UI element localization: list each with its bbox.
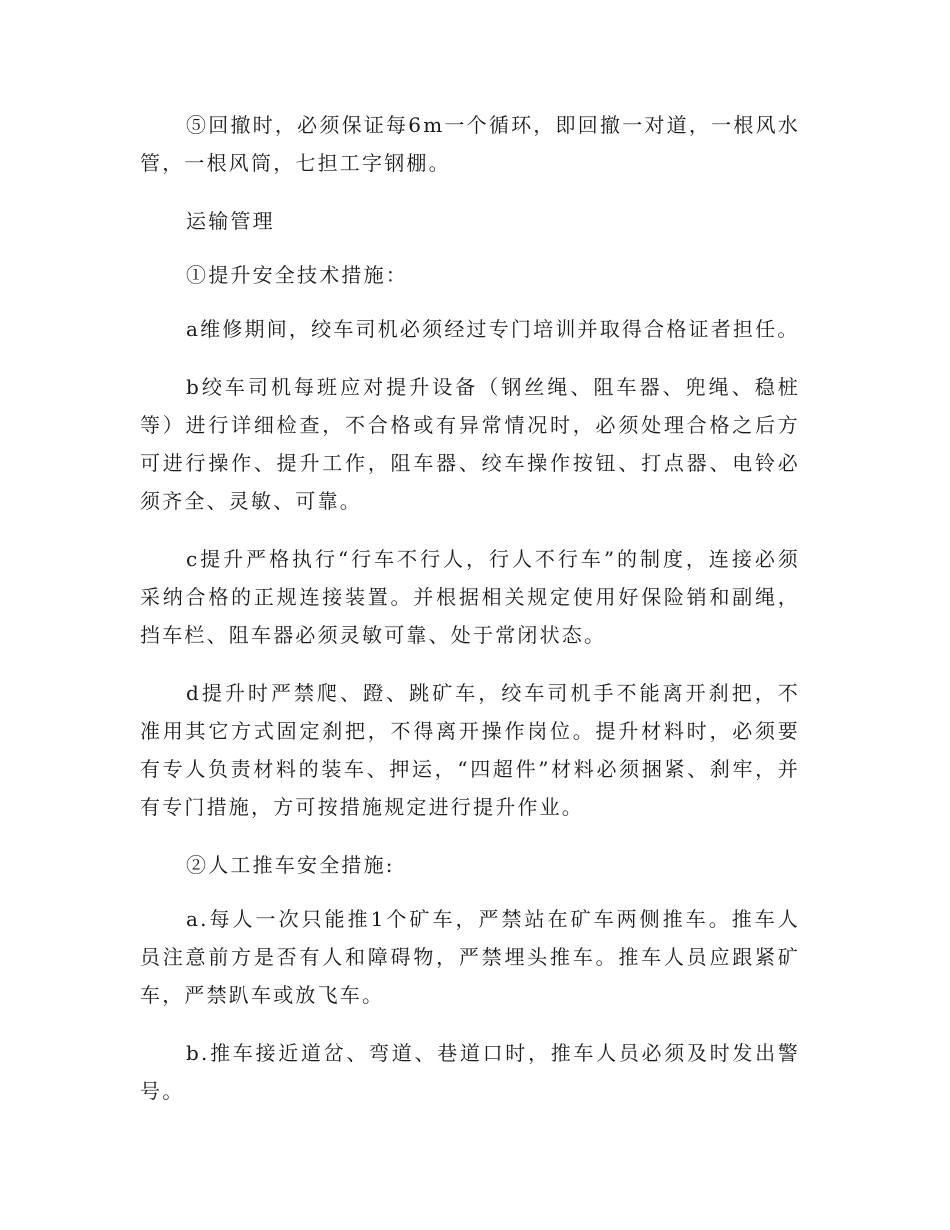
paragraph-item-a: a维修期间，绞车司机必须经过专门培训并取得合格证者担任。 [186, 317, 800, 341]
subheading-hoisting-safety: ①提升安全技术措施： [186, 263, 408, 287]
paragraph-item-d: d提升时严禁爬、蹬、跳矿车，绞车司机手不能离开刹把，不准用其它方式固定刹把，不得离开操作岗位。提升材料时，必须要有专人负责材料的装车、押运，“四超件”材料必须捆紧、刹牢，并有专门措施，方可按措施规定进行提升作业。 [140, 681, 800, 819]
paragraph-rollback-cycle: ⑤回撤时，必须保证每6m一个循环，即回撤一对道，一根风水管，一根风筒，七担工字钢棚。 [140, 113, 800, 175]
section-heading-transport: 运输管理 [186, 209, 275, 233]
subheading-manual-cart-safety: ②人工推车安全措施: [186, 853, 395, 877]
paragraph-cart-item-b: b.推车接近道岔、弯道、巷道口时，推车人员必须及时发出警号。 [140, 1041, 800, 1103]
paragraph-cart-item-a: a.每人一次只能推1个矿车，严禁站在矿车两侧推车。推车人员注意前方是否有人和障碍物，严禁埋头推车。推车人员应跟紧矿车，严禁趴车或放飞车。 [140, 907, 800, 1007]
paragraph-item-b: b绞车司机每班应对提升设备（钢丝绳、阻车器、兜绳、稳桩等）进行详细检查，不合格或有异常情况时，必须处理合格之后方可进行操作、提升工作，阻车器、绞车操作按钮、打点器、电铃必须齐全、灵敏、可靠。 [140, 375, 800, 513]
paragraph-item-c: c提升严格执行“行车不行人，行人不行车”的制度，连接必须采纳合格的正规连接装置。并根据相关规定使用好保险销和副绳，挡车栏、阻车器必须灵敏可靠、处于常闭状态。 [140, 547, 800, 647]
